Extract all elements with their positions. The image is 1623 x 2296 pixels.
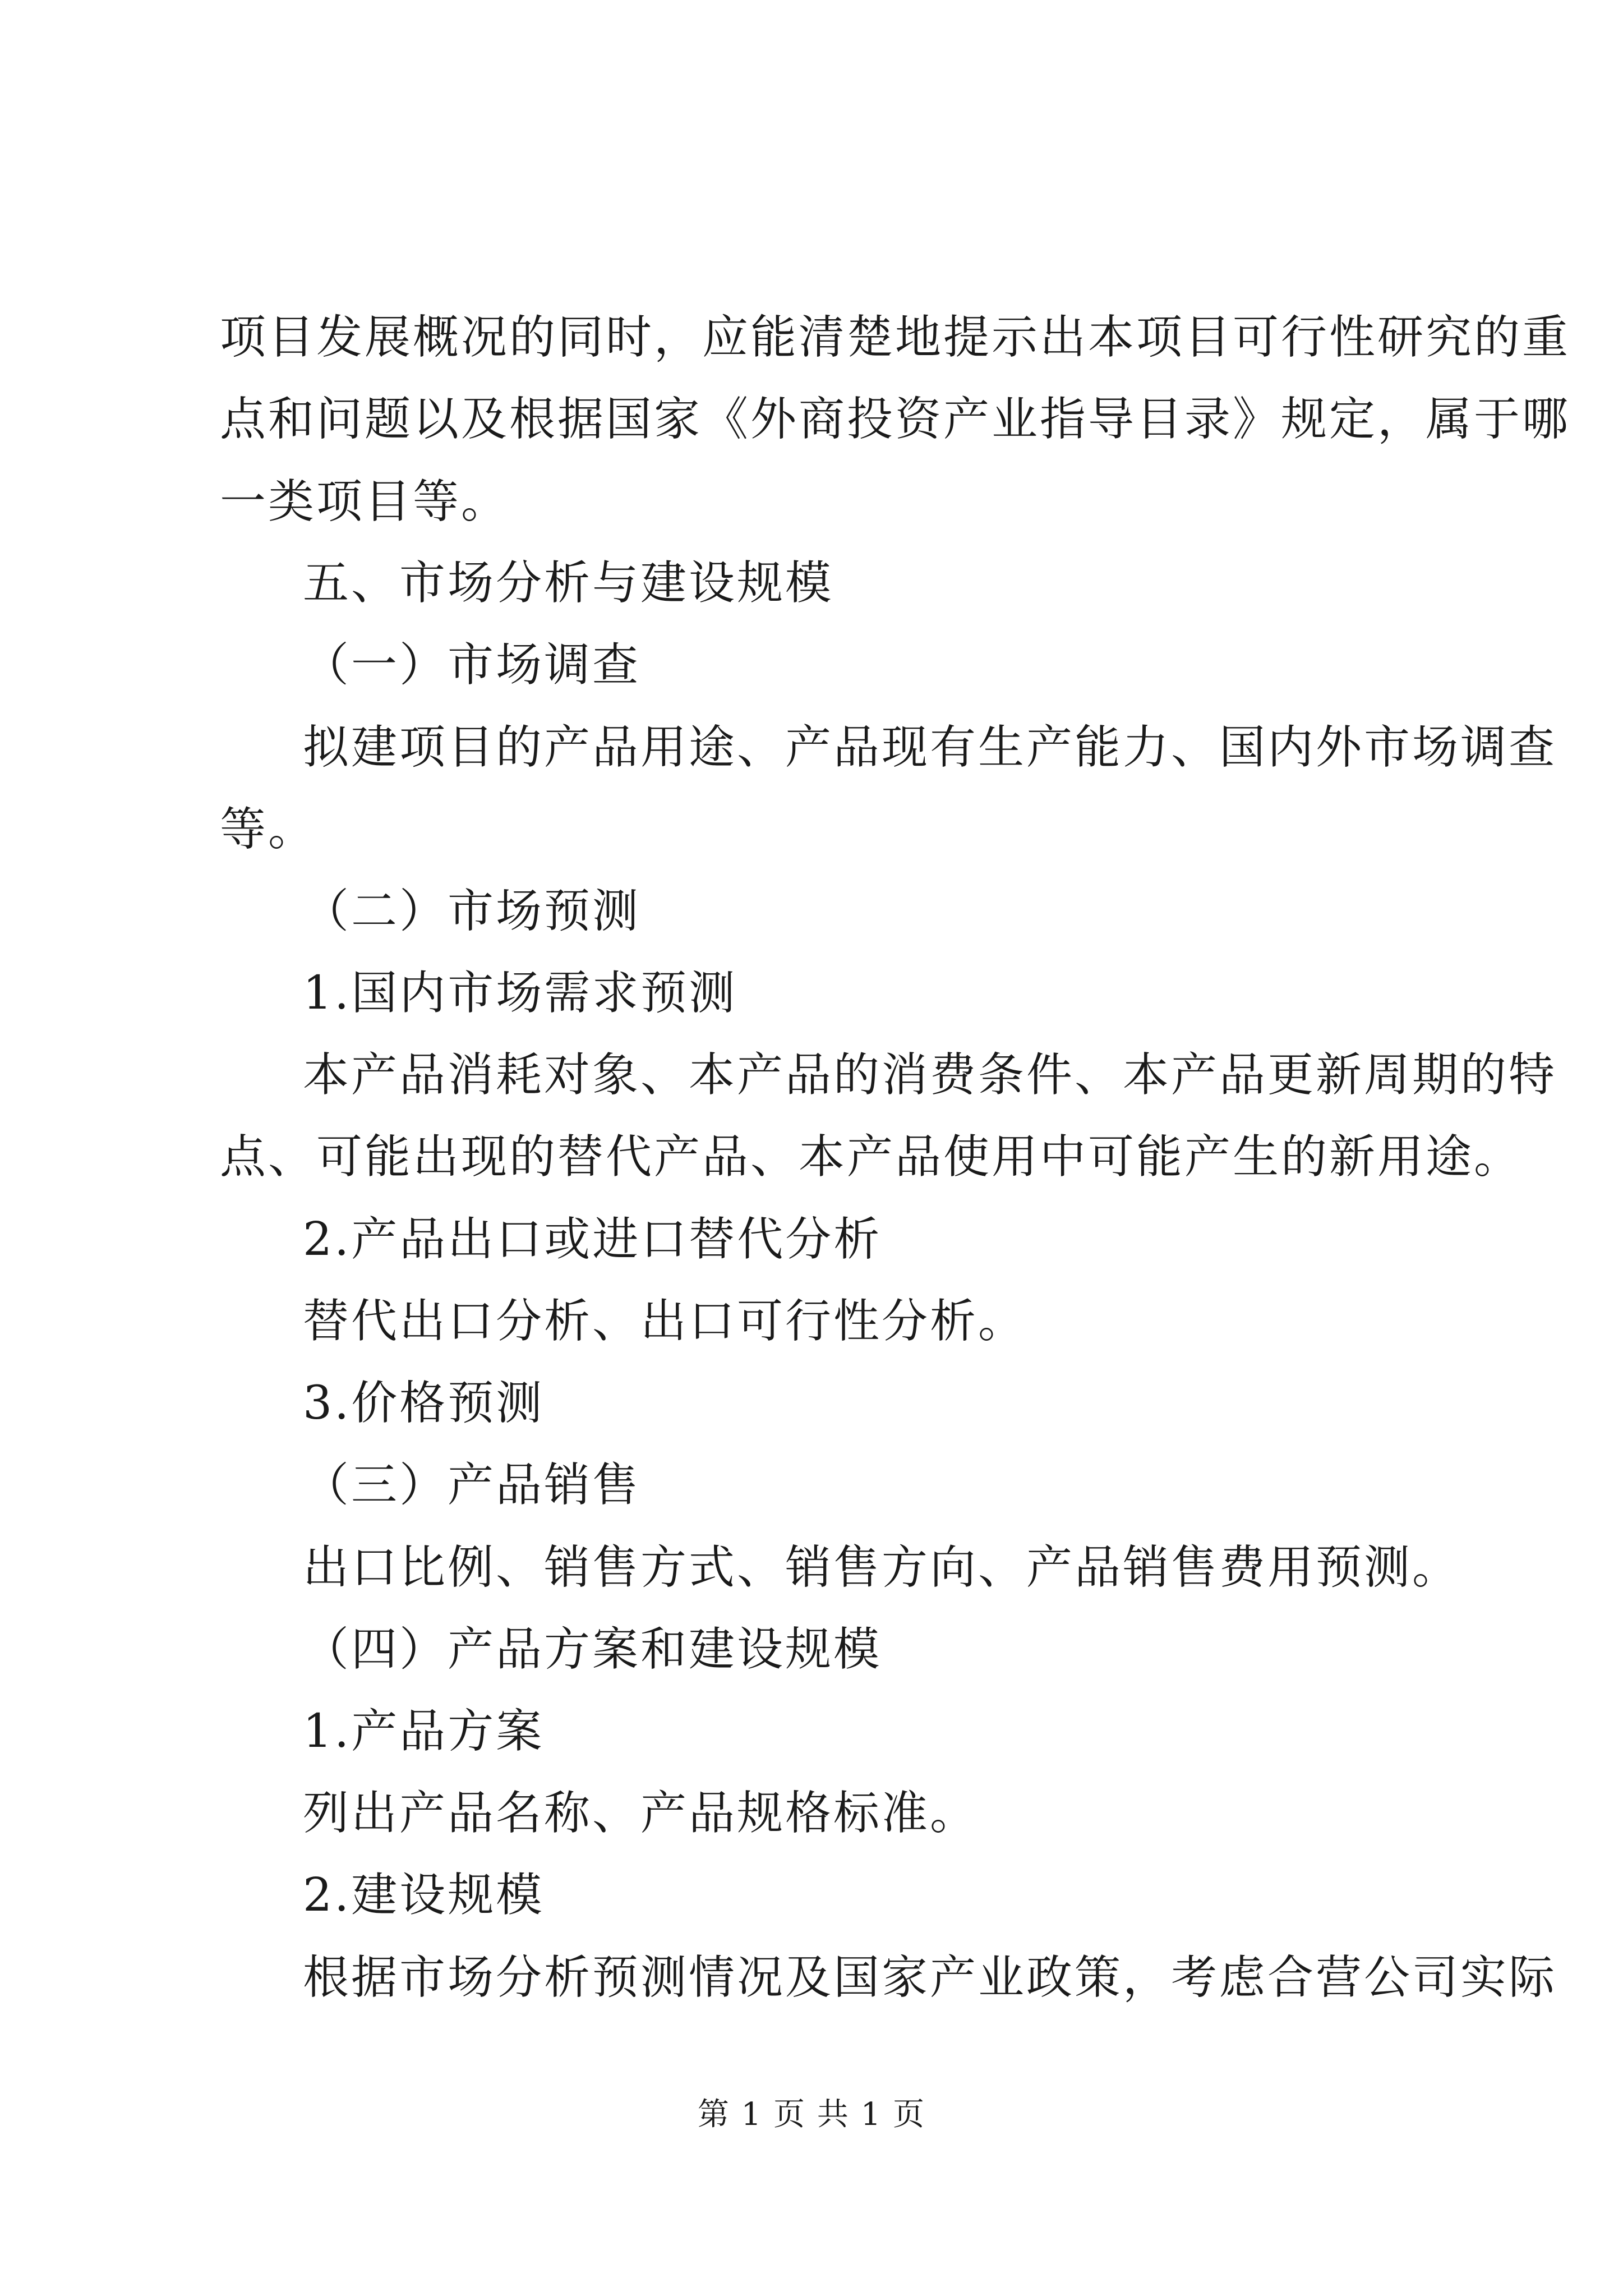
subsection-heading: （一）市场调查 bbox=[303, 638, 641, 692]
body-text-line: 点和问题以及根据国家《外商投资产业指导目录》规定，属于哪 bbox=[220, 393, 1571, 446]
body-text-line: 拟建项目的产品用途、产品现有生产能力、国内外市场调查 bbox=[303, 721, 1557, 774]
section-heading: 五、市场分析与建设规模 bbox=[303, 556, 834, 610]
subsection-heading: （三）产品销售 bbox=[303, 1458, 641, 1512]
body-text-line: 替代出口分析、出口可行性分析。 bbox=[303, 1295, 1027, 1348]
numbered-heading: 1.国内市场需求预测 bbox=[303, 967, 737, 1020]
body-text-line: 列出产品名称、产品规格标准。 bbox=[303, 1787, 979, 1840]
body-text-line: 等。 bbox=[220, 803, 317, 856]
numbered-heading: 3.价格预测 bbox=[303, 1377, 545, 1430]
body-text-line: 点、可能出现的替代产品、本产品使用中可能产生的新用途。 bbox=[220, 1130, 1523, 1184]
page-number-footer: 第 1 页 共 1 页 bbox=[697, 2096, 926, 2133]
subsection-heading: （四）产品方案和建设规模 bbox=[303, 1623, 882, 1676]
numbered-heading: 2.产品出口或进口替代分析 bbox=[303, 1213, 882, 1266]
body-text-line: 根据市场分析预测情况及国家产业政策，考虑合营公司实际 bbox=[303, 1951, 1557, 2004]
body-text-line: 一类项目等。 bbox=[220, 475, 510, 528]
body-text-line: 项目发展概况的同时，应能清楚地提示出本项目可行性研究的重 bbox=[220, 311, 1571, 364]
body-text-line: 本产品消耗对象、本产品的消费条件、本产品更新周期的特 bbox=[303, 1048, 1557, 1102]
body-text-line: 出口比例、销售方式、销售方向、产品销售费用预测。 bbox=[303, 1541, 1461, 1594]
subsection-heading: （二）市场预测 bbox=[303, 885, 641, 938]
numbered-heading: 2.建设规模 bbox=[303, 1869, 545, 1922]
numbered-heading: 1.产品方案 bbox=[303, 1705, 545, 1758]
